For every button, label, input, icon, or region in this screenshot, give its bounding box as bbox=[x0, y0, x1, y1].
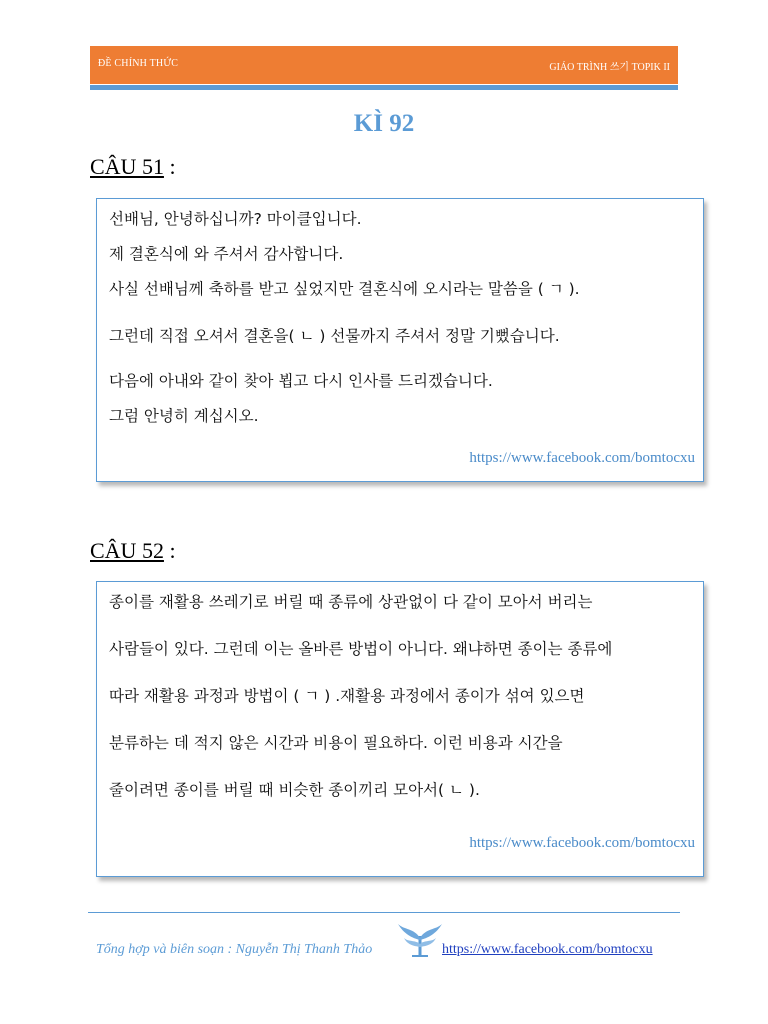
header-left-text: ĐỀ CHÍNH THỨC bbox=[98, 58, 179, 69]
q51-line-4: 그런데 직접 오셔서 결혼을( ㄴ ) 선물까지 주셔서 정말 기뻤습니다. bbox=[109, 327, 560, 345]
header-bar bbox=[90, 46, 678, 84]
page-title: KÌ 92 bbox=[353, 110, 415, 137]
q51-line-2: 제 결혼식에 와 주셔서 감사합니다. bbox=[109, 245, 344, 263]
q52-line-3: 따라 재활용 과정과 방법이 ( ㄱ ) .재활용 과정에서 종이가 섞여 있으면 bbox=[109, 687, 585, 705]
header-right-text: GIÁO TRÌNH 쓰기 TOPIK II bbox=[549, 62, 670, 73]
q52-facebook-link[interactable]: https://www.facebook.com/bomtocxu bbox=[469, 835, 695, 851]
question-51-box bbox=[96, 198, 704, 482]
q52-line-5: 줄이려면 종이를 버릴 때 비슷한 종이끼리 모아서( ㄴ ). bbox=[109, 781, 480, 799]
q51-line-5: 다음에 아내와 같이 찾아 뵙고 다시 인사를 드리겠습니다. bbox=[109, 372, 493, 390]
question-51-label: CÂU 51 bbox=[90, 154, 164, 179]
q52-line-4: 분류하는 데 적지 않은 시간과 비용이 필요하다. 이런 비용과 시간을 bbox=[109, 734, 563, 752]
question-52-heading bbox=[90, 538, 176, 564]
question-52-label: CÂU 52 bbox=[90, 538, 164, 563]
question-51-heading bbox=[90, 154, 176, 180]
q51-line-3: 사실 선배님께 축하를 받고 싶었지만 결혼식에 오시라는 말씀을 ( ㄱ ). bbox=[109, 280, 580, 298]
footer-divider bbox=[88, 912, 680, 913]
q51-facebook-link[interactable]: https://www.facebook.com/bomtocxu bbox=[469, 450, 695, 466]
footer-credit: Tổng hợp và biên soạn : Nguyễn Thị Thanh Thảo bbox=[96, 942, 373, 957]
header-underline bbox=[90, 85, 678, 90]
question-51-colon: : bbox=[163, 154, 176, 179]
q51-line-6: 그럼 안녕히 계십시오. bbox=[109, 407, 259, 425]
question-52-box bbox=[96, 581, 704, 877]
q51-line-1: 선배님, 안녕하십니까? 마이클입니다. bbox=[109, 210, 362, 228]
question-52-colon: : bbox=[163, 538, 176, 563]
footer-facebook-link[interactable]: https://www.facebook.com/bomtocxu bbox=[442, 942, 653, 957]
q52-line-2: 사람들이 있다. 그런데 이는 올바른 방법이 아니다. 왜냐하면 종이는 종류에 bbox=[109, 640, 613, 658]
q52-line-1: 종이를 재활용 쓰레기로 버릴 때 종류에 상관없이 다 같이 모아서 버리는 bbox=[109, 593, 593, 611]
tree-logo-icon bbox=[396, 918, 444, 958]
